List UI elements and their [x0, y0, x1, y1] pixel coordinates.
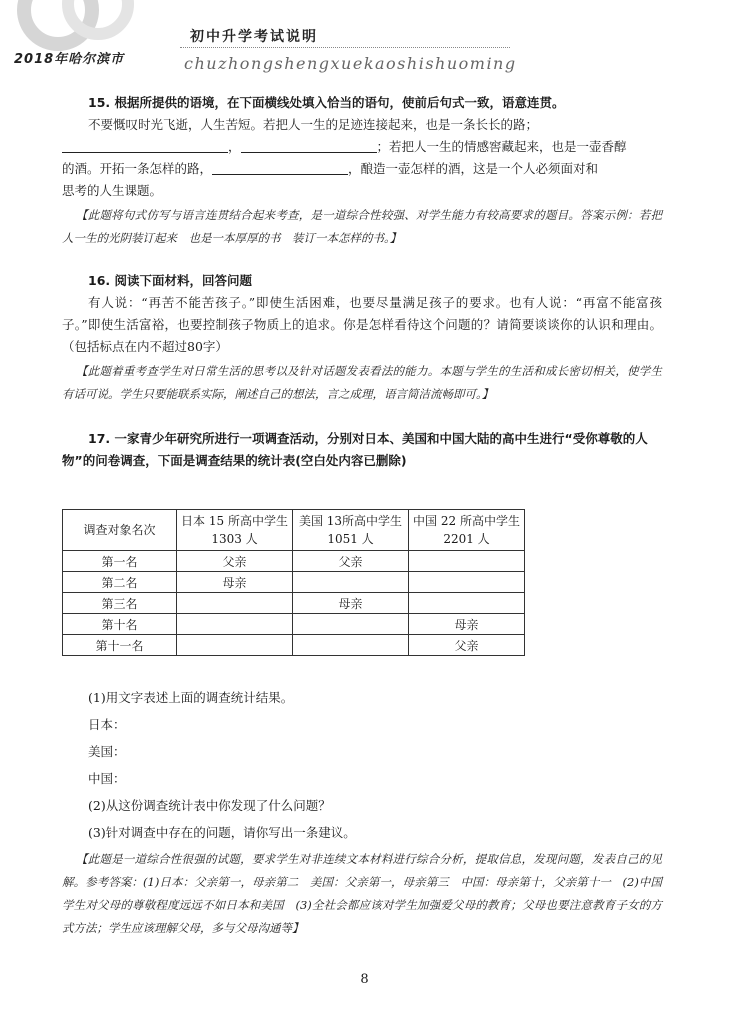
table-cell: 第三名 — [63, 593, 177, 614]
table-header-cell: 中国 22 所高中学生 2201 人 — [409, 510, 525, 551]
table-header-cell: 调查对象名次 — [63, 510, 177, 551]
q15-line2-text: ；若把人一生的情感窖藏起来，也是一壶香醇 — [376, 139, 627, 154]
table-cell — [177, 593, 293, 614]
header-title: 初中升学考试说明 — [190, 29, 318, 45]
table-cell — [293, 614, 409, 635]
table-cell — [409, 551, 525, 572]
q15-title: 15. 根据所提供的语境，在下面横线处填入恰当的语句，使前后句式一致，语意连贯。 — [88, 95, 565, 110]
table-header-cell: 美国 13所高中学生 1051 人 — [293, 510, 409, 551]
table-cell — [409, 593, 525, 614]
q16-body: 有人说：“再苦不能苦孩子。”即使生活困难，也要尽量满足孩子的要求。也有人说：“再富不能富孩子。”即使生活富裕，也要控制孩子物质上的追求。你是怎样看待这个问题的？请简要谈谈你的认识和理由。（包括标点在内不超过80字） — [62, 295, 662, 354]
q17-sub1: (1)用文字表述上面的调查统计结果。 — [88, 690, 294, 705]
table-cell: 父亲 — [177, 551, 293, 572]
header-pinyin: chuzhongshengxuekaoshishuoming — [184, 54, 517, 73]
q15-line3-text-b: ，酿造一壶怎样的酒，这是一个人必须面对和 — [348, 161, 599, 176]
table-header-cell: 日本 15 所高中学生 1303 人 — [177, 510, 293, 551]
table-cell — [177, 614, 293, 635]
q16-title: 16. 阅读下面材料，回答问题 — [88, 273, 252, 288]
q17-note: 【此题是一道综合性很强的试题，要求学生对非连续文本材料进行综合分析，提取信息，发现问题，发表自己的见解。参考答案：(1)日本：父亲第一，母亲第二 美国：父亲第一，母亲第三 中国：母亲第十，父亲第十一 (2)中国学生对父母的尊敬程度远远不如日本和美国 (3)全社会都应该对学生加强爱父母的教育；父母也要注意教育子女的方式方法；学生应该理解父母，多与父母沟通等】 — [62, 852, 662, 935]
table-cell: 父亲 — [409, 635, 525, 656]
q15-note: 【此题将句式仿写与语言连贯结合起来考查，是一道综合性较强、对学生能力有较高要求的题目。答案示例：若把人一生的光阴装订起来 也是一本厚厚的书 装订一本怎样的书。】 — [62, 208, 662, 245]
q15-line2 — [62, 136, 662, 158]
q17-sub3: (3)针对调查中存在的问题，请你写出一条建议。 — [88, 825, 356, 840]
table-row — [63, 572, 525, 593]
table-cell: 第十一名 — [63, 635, 177, 656]
table-cell: 母亲 — [409, 614, 525, 635]
table-cell — [177, 635, 293, 656]
q17-usa: 美国： — [88, 744, 126, 759]
q17-title: 17. 一家青少年研究所进行一项调查活动，分别对日本、美国和中国大陆的高中生进行“受你尊敬的人物”的问卷调查，下面是调查结果的统计表(空白处内容已删除) — [62, 431, 648, 468]
table-cell: 第二名 — [63, 572, 177, 593]
table-row — [63, 635, 525, 656]
q17-sub2: (2)从这份调查统计表中你发现了什么问题？ — [88, 798, 331, 813]
table-row — [63, 551, 525, 572]
q15-line4: 思考的人生课题。 — [62, 183, 163, 198]
q15-blank-1[interactable] — [62, 138, 228, 153]
header-region: 2018年哈尔滨市 — [14, 52, 125, 67]
table-cell: 第十名 — [63, 614, 177, 635]
table-row — [63, 593, 525, 614]
header-divider — [180, 47, 510, 48]
page-content — [62, 92, 662, 472]
q17-questions — [62, 684, 662, 940]
table-row — [63, 614, 525, 635]
table-cell — [293, 635, 409, 656]
q16-note: 【此题着重考查学生对日常生活的思考以及针对话题发表看法的能力。本题与学生的生活和成长密切相关，使学生有话可说。学生只要能联系实际，阐述自己的想法，言之成理，语言简洁流畅即可。】 — [62, 364, 662, 401]
q15-line3 — [62, 158, 662, 180]
table-cell: 父亲 — [293, 551, 409, 572]
header-logo-graphic — [0, 0, 150, 80]
q15-blank-3[interactable] — [212, 160, 348, 175]
q17-china: 中国： — [88, 771, 126, 786]
q15-blank-2[interactable] — [241, 138, 377, 153]
table-cell: 母亲 — [293, 593, 409, 614]
table-cell — [293, 572, 409, 593]
q15-line1: 不要慨叹时光飞逝，人生苦短。若把人一生的足迹连接起来，也是一条长长的路； — [88, 117, 539, 132]
q15-line3-text-a: 的酒。开拓一条怎样的路， — [62, 161, 213, 176]
table-cell — [409, 572, 525, 593]
q15-comma: ， — [228, 139, 241, 154]
table-cell: 第一名 — [63, 551, 177, 572]
q17-japan: 日本： — [88, 717, 126, 732]
table-cell: 母亲 — [177, 572, 293, 593]
survey-table — [62, 509, 525, 656]
table-header-row — [63, 510, 525, 551]
page-number: 8 — [360, 972, 369, 987]
